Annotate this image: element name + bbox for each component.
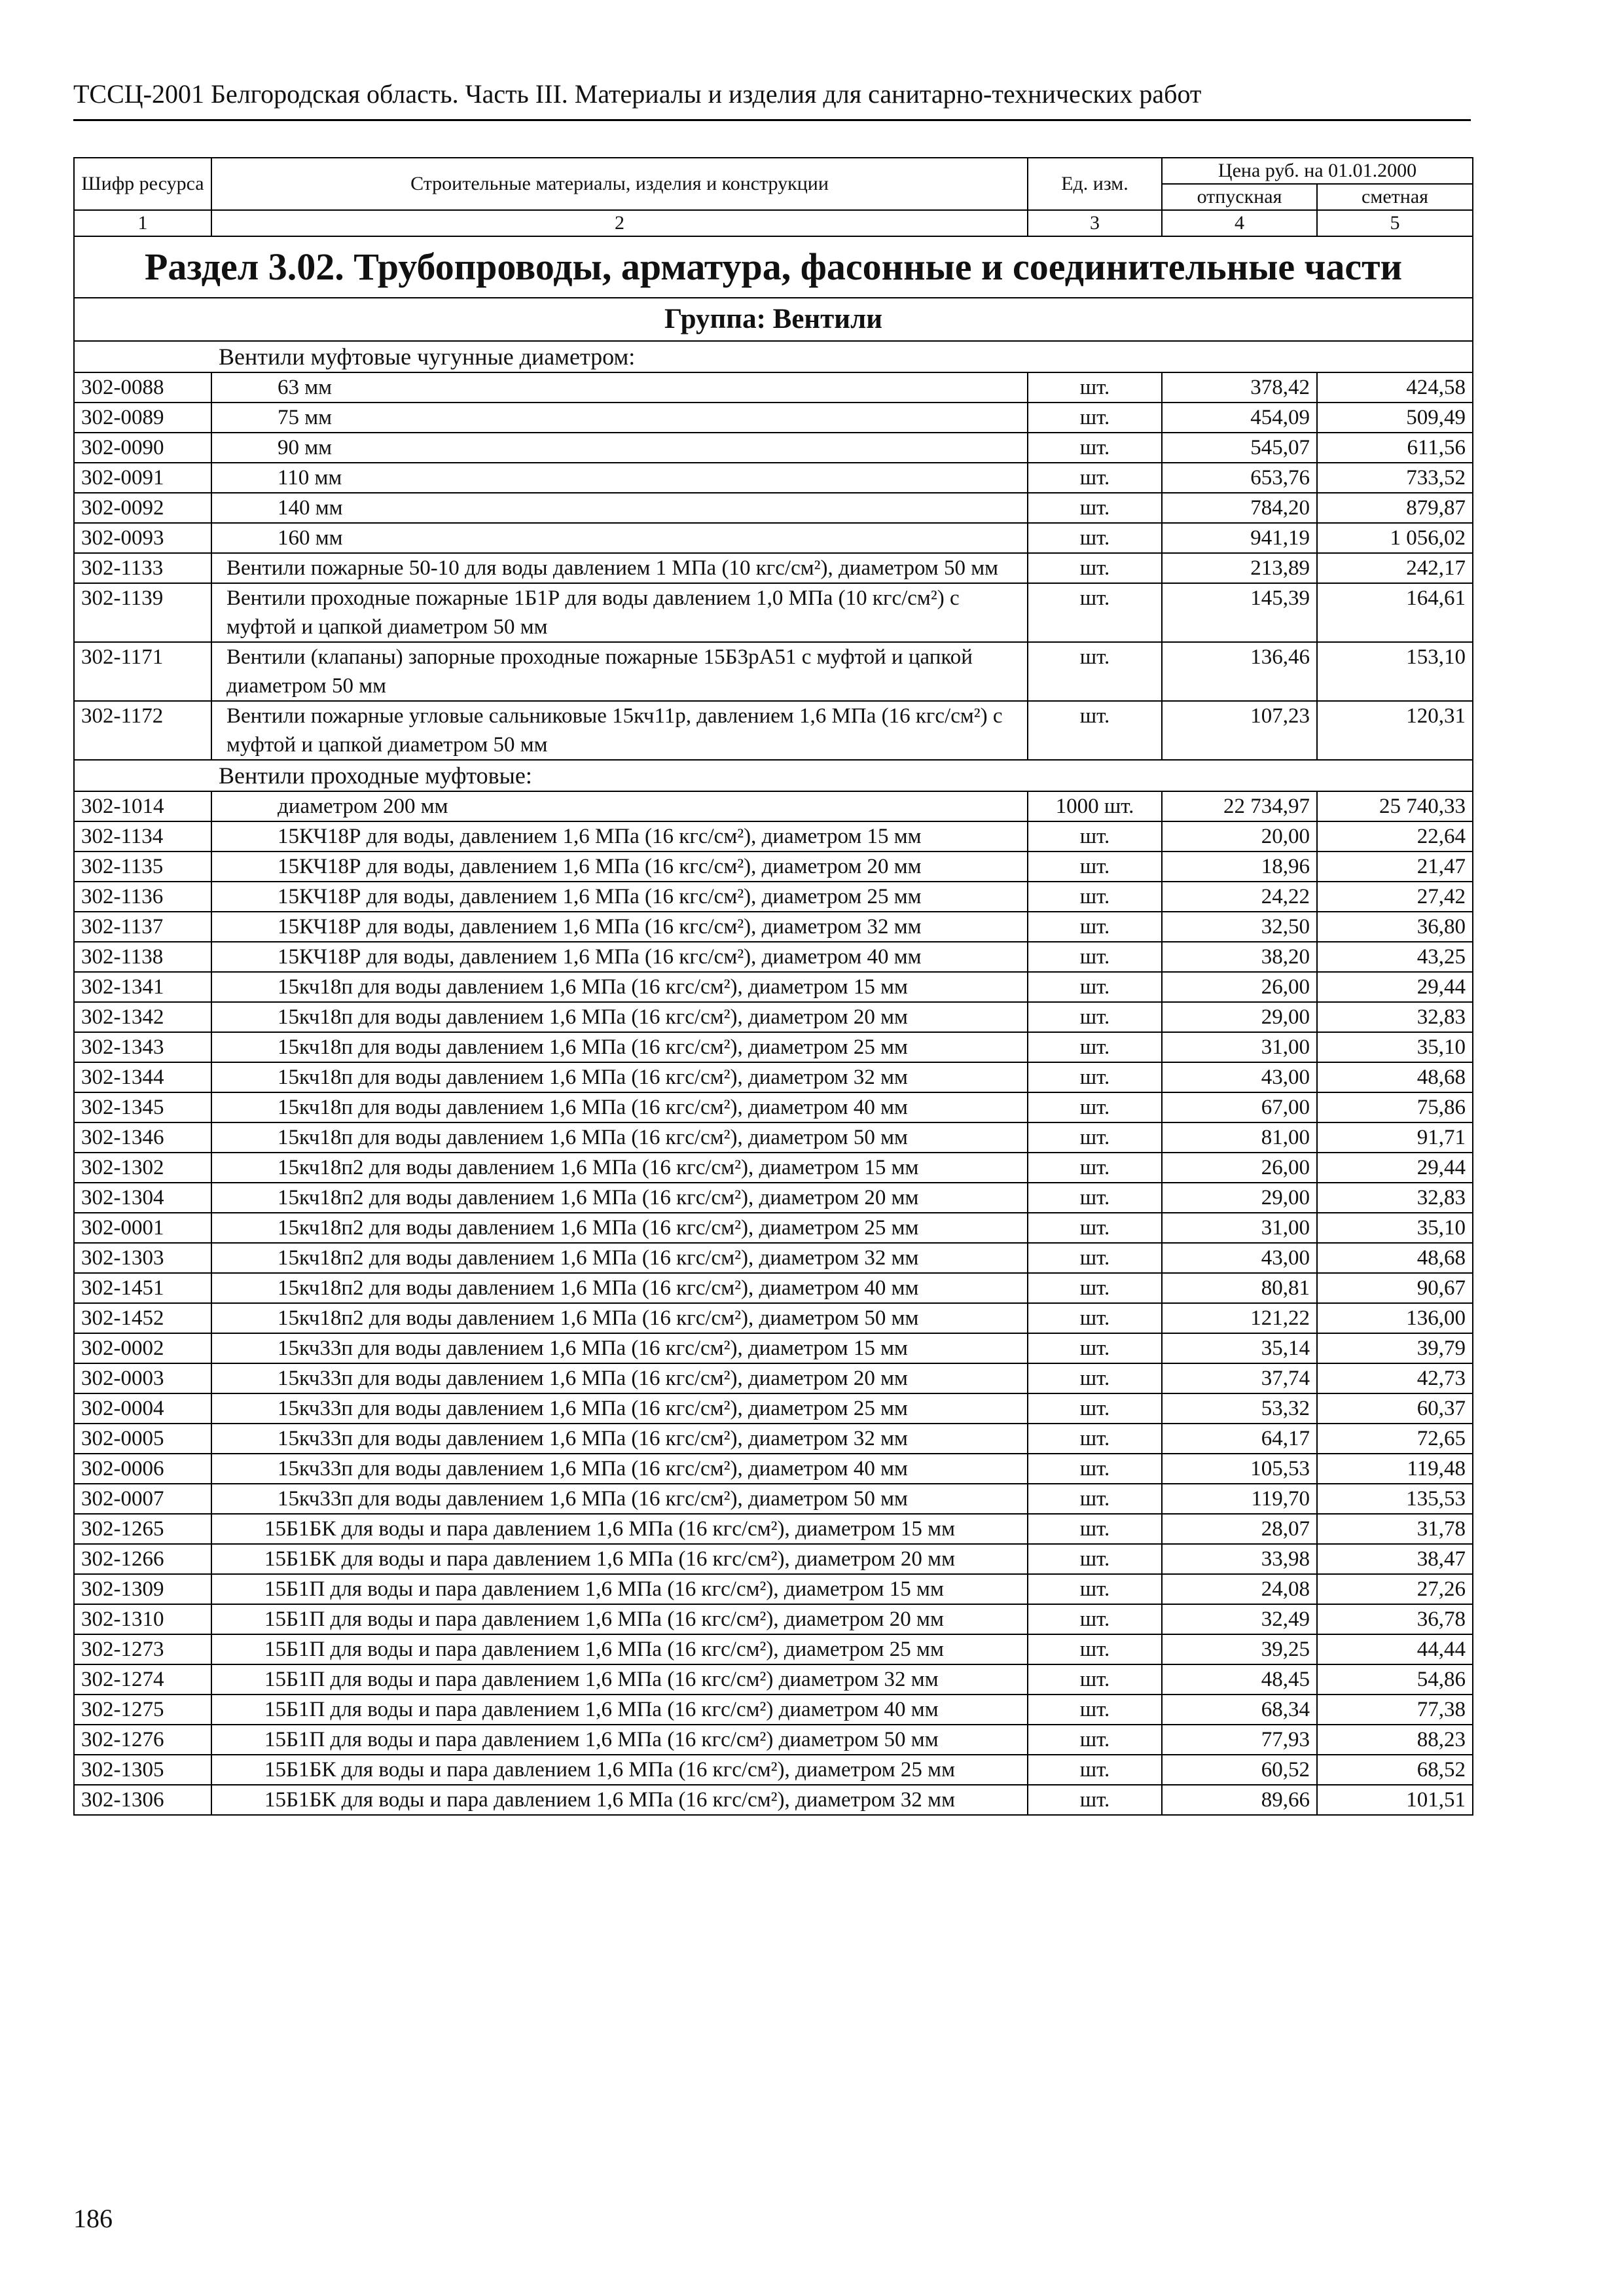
resource-code: 302-1274 [74,1664,211,1695]
unit-of-measure: шт. [1028,1183,1162,1213]
retail-price: 53,32 [1162,1393,1317,1424]
estimate-price: 90,67 [1317,1273,1473,1303]
unit-of-measure: шт. [1028,882,1162,912]
retail-price: 43,00 [1162,1062,1317,1092]
column-number: 2 [211,210,1028,236]
retail-price: 89,66 [1162,1785,1317,1815]
resource-code: 302-0006 [74,1454,211,1484]
retail-price: 35,14 [1162,1333,1317,1363]
material-name: 63 мм [211,372,1028,403]
retail-price: 28,07 [1162,1514,1317,1544]
estimate-price: 54,86 [1317,1664,1473,1695]
retail-price: 29,00 [1162,1183,1317,1213]
retail-price: 31,00 [1162,1213,1317,1243]
material-name: Вентили пожарные 50-10 для воды давлением 1 МПа (10 кгс/см²), диаметром 50 мм [211,553,1028,583]
table-row [74,1484,1473,1514]
retail-price: 26,00 [1162,972,1317,1002]
retail-price: 941,19 [1162,523,1317,553]
column-unit-header: Ед. изм. [1028,158,1162,210]
retail-price: 31,00 [1162,1032,1317,1062]
unit-of-measure: шт. [1028,1122,1162,1153]
table-row [74,1664,1473,1695]
table-row [74,912,1473,942]
table-row [74,1273,1473,1303]
estimate-price: 36,80 [1317,912,1473,942]
estimate-price: 611,56 [1317,433,1473,463]
unit-of-measure: шт. [1028,433,1162,463]
unit-of-measure: шт. [1028,1032,1162,1062]
estimate-price: 32,83 [1317,1002,1473,1032]
retail-price: 33,98 [1162,1544,1317,1574]
resource-code: 302-1342 [74,1002,211,1032]
retail-price: 32,50 [1162,912,1317,942]
estimate-price: 88,23 [1317,1725,1473,1755]
resource-code: 302-1014 [74,791,211,821]
estimate-price: 1 056,02 [1317,523,1473,553]
estimate-price: 32,83 [1317,1183,1473,1213]
column-estimate-header: сметная [1317,184,1473,210]
resource-code: 302-1138 [74,942,211,972]
estimate-price: 424,58 [1317,372,1473,403]
resource-code: 302-0093 [74,523,211,553]
table-row [74,523,1473,553]
retail-price: 107,23 [1162,701,1317,760]
table-row [74,553,1473,583]
column-code-header: Шифр ресурса [74,158,211,210]
table-row [74,583,1473,642]
group-title: Группа: Вентили [74,298,1473,341]
resource-code: 302-1309 [74,1574,211,1604]
table-row [74,882,1473,912]
resource-code: 302-1135 [74,852,211,882]
retail-price: 545,07 [1162,433,1317,463]
table-row [74,1393,1473,1424]
estimate-price: 27,26 [1317,1574,1473,1604]
resource-code: 302-1273 [74,1634,211,1664]
estimate-price: 44,44 [1317,1634,1473,1664]
resource-code: 302-0001 [74,1213,211,1243]
estimate-price: 242,17 [1317,553,1473,583]
table-row [74,1634,1473,1664]
material-name: 15кч18п для воды давлением 1,6 МПа (16 кгс/см²), диаметром 25 мм [211,1032,1028,1062]
unit-of-measure: шт. [1028,523,1162,553]
estimate-price: 119,48 [1317,1454,1473,1484]
resource-code: 302-0005 [74,1424,211,1454]
unit-of-measure: шт. [1028,1604,1162,1634]
material-name: 15КЧ18Р для воды, давлением 1,6 МПа (16 кгс/см²), диаметром 20 мм [211,852,1028,882]
column-number: 3 [1028,210,1162,236]
material-name: 15кч18п2 для воды давлением 1,6 МПа (16 кгс/см²), диаметром 32 мм [211,1243,1028,1273]
retail-price: 77,93 [1162,1725,1317,1755]
retail-price: 378,42 [1162,372,1317,403]
retail-price: 454,09 [1162,403,1317,433]
resource-code: 302-0091 [74,463,211,493]
unit-of-measure: шт. [1028,1393,1162,1424]
resource-code: 302-0003 [74,1363,211,1393]
resource-code: 302-1266 [74,1544,211,1574]
material-name: 15кч18п2 для воды давлением 1,6 МПа (16 кгс/см²), диаметром 50 мм [211,1303,1028,1333]
material-name: 15кч33п для воды давлением 1,6 МПа (16 кгс/см²), диаметром 32 мм [211,1424,1028,1454]
unit-of-measure: шт. [1028,1725,1162,1755]
resource-code: 302-1452 [74,1303,211,1333]
estimate-price: 35,10 [1317,1032,1473,1062]
resource-code: 302-1304 [74,1183,211,1213]
table-row [74,1213,1473,1243]
unit-of-measure: шт. [1028,1454,1162,1484]
retail-price: 213,89 [1162,553,1317,583]
resource-code: 302-1344 [74,1062,211,1092]
table-row [74,642,1473,701]
material-name: 15кч33п для воды давлением 1,6 МПа (16 кгс/см²), диаметром 20 мм [211,1363,1028,1393]
table-row [74,1725,1473,1755]
unit-of-measure: шт. [1028,1424,1162,1454]
retail-price: 105,53 [1162,1454,1317,1484]
material-name: 15Б1П для воды и пара давлением 1,6 МПа (16 кгс/см²), диаметром 20 мм [211,1604,1028,1634]
material-name: 15КЧ18Р для воды, давлением 1,6 МПа (16 кгс/см²), диаметром 15 мм [211,821,1028,852]
table-row [74,1785,1473,1815]
table-row [74,1303,1473,1333]
retail-price: 39,25 [1162,1634,1317,1664]
unit-of-measure: шт. [1028,403,1162,433]
unit-of-measure: шт. [1028,912,1162,942]
material-name: 15кч18п для воды давлением 1,6 МПа (16 кгс/см²), диаметром 32 мм [211,1062,1028,1092]
retail-price: 60,52 [1162,1755,1317,1785]
retail-price: 38,20 [1162,942,1317,972]
unit-of-measure: шт. [1028,1153,1162,1183]
estimate-price: 509,49 [1317,403,1473,433]
column-number: 5 [1317,210,1473,236]
resource-code: 302-1171 [74,642,211,701]
unit-of-measure: шт. [1028,942,1162,972]
estimate-price: 35,10 [1317,1213,1473,1243]
unit-of-measure: шт. [1028,583,1162,642]
material-name: 15Б1БК для воды и пара давлением 1,6 МПа (16 кгс/см²), диаметром 20 мм [211,1544,1028,1574]
unit-of-measure: шт. [1028,553,1162,583]
resource-code: 302-1133 [74,553,211,583]
resource-code: 302-1305 [74,1755,211,1785]
resource-code: 302-0089 [74,403,211,433]
table-row [74,1424,1473,1454]
table-row [74,701,1473,760]
unit-of-measure: шт. [1028,1002,1162,1032]
resource-code: 302-1276 [74,1725,211,1755]
material-name: 15кч33п для воды давлением 1,6 МПа (16 кгс/см²), диаметром 50 мм [211,1484,1028,1514]
estimate-price: 27,42 [1317,882,1473,912]
retail-price: 67,00 [1162,1092,1317,1122]
unit-of-measure: шт. [1028,1634,1162,1664]
estimate-price: 879,87 [1317,493,1473,523]
table-row [74,1574,1473,1604]
table-row [74,1755,1473,1785]
resource-code: 302-0090 [74,433,211,463]
retail-price: 64,17 [1162,1424,1317,1454]
retail-price: 81,00 [1162,1122,1317,1153]
material-name: Вентили пожарные угловые сальниковые 15кч11р, давлением 1,6 МПа (16 кгс/см²) с муфтой и цапкой диаметром 50 мм [211,701,1028,760]
resource-code: 302-1346 [74,1122,211,1153]
estimate-price: 136,00 [1317,1303,1473,1333]
retail-price: 784,20 [1162,493,1317,523]
estimate-price: 43,25 [1317,942,1473,972]
material-name: 15кч18п для воды давлением 1,6 МПа (16 кгс/см²), диаметром 15 мм [211,972,1028,1002]
retail-price: 29,00 [1162,1002,1317,1032]
material-name: 15Б1П для воды и пара давлением 1,6 МПа (16 кгс/см²) диаметром 50 мм [211,1725,1028,1755]
estimate-price: 42,73 [1317,1363,1473,1393]
material-name: 15КЧ18Р для воды, давлением 1,6 МПа (16 кгс/см²), диаметром 32 мм [211,912,1028,942]
retail-price: 37,74 [1162,1363,1317,1393]
unit-of-measure: шт. [1028,463,1162,493]
estimate-price: 31,78 [1317,1514,1473,1544]
resource-code: 302-1134 [74,821,211,852]
resource-code: 302-1275 [74,1695,211,1725]
estimate-price: 72,65 [1317,1424,1473,1454]
estimate-price: 120,31 [1317,701,1473,760]
table-row [74,1604,1473,1634]
table-row [74,1032,1473,1062]
material-name: 15Б1БК для воды и пара давлением 1,6 МПа (16 кгс/см²), диаметром 25 мм [211,1755,1028,1785]
estimate-price: 153,10 [1317,642,1473,701]
resource-code: 302-1172 [74,701,211,760]
material-name: 15Б1П для воды и пара давлением 1,6 МПа (16 кгс/см²), диаметром 25 мм [211,1634,1028,1664]
retail-price: 653,76 [1162,463,1317,493]
resource-code: 302-1451 [74,1273,211,1303]
table-row [74,1333,1473,1363]
material-name: 15Б1П для воды и пара давлением 1,6 МПа (16 кгс/см²) диаметром 40 мм [211,1695,1028,1725]
material-name: 15кч18п для воды давлением 1,6 МПа (16 кгс/см²), диаметром 20 мм [211,1002,1028,1032]
unit-of-measure: шт. [1028,852,1162,882]
retail-price: 26,00 [1162,1153,1317,1183]
estimate-price: 48,68 [1317,1062,1473,1092]
table-row [74,972,1473,1002]
subgroup-title: Вентили проходные муфтовые: [74,760,1473,791]
resource-code: 302-1343 [74,1032,211,1062]
table-row [74,1243,1473,1273]
unit-of-measure: шт. [1028,1303,1162,1333]
resource-code: 302-1310 [74,1604,211,1634]
retail-price: 68,34 [1162,1695,1317,1725]
estimate-price: 135,53 [1317,1484,1473,1514]
estimate-price: 68,52 [1317,1755,1473,1785]
unit-of-measure: шт. [1028,1333,1162,1363]
material-name: 15кч18п2 для воды давлением 1,6 МПа (16 кгс/см²), диаметром 20 мм [211,1183,1028,1213]
estimate-price: 77,38 [1317,1695,1473,1725]
retail-price: 121,22 [1162,1303,1317,1333]
column-number-row [74,210,1473,236]
estimate-price: 22,64 [1317,821,1473,852]
material-name: Вентили (клапаны) запорные проходные пожарные 15Б3рА51 с муфтой и цапкой диаметром 50 мм [211,642,1028,701]
table-row [74,1183,1473,1213]
estimate-price: 101,51 [1317,1785,1473,1815]
unit-of-measure: шт. [1028,1243,1162,1273]
table-row [74,1153,1473,1183]
material-name: 75 мм [211,403,1028,433]
unit-of-measure: шт. [1028,1755,1162,1785]
page-header: ТССЦ-2001 Белгородская область. Часть III. Материалы и изделия для санитарно-технических работ [73,79,1471,121]
retail-price: 24,22 [1162,882,1317,912]
column-number: 1 [74,210,211,236]
unit-of-measure: шт. [1028,1574,1162,1604]
subgroup-title: Вентили муфтовые чугунные диаметром: [74,341,1473,372]
table-row [74,1544,1473,1574]
table-row [74,1695,1473,1725]
table-row [74,433,1473,463]
resource-code: 302-0002 [74,1333,211,1363]
estimate-price: 733,52 [1317,463,1473,493]
resource-code: 302-1306 [74,1785,211,1815]
table-row [74,821,1473,852]
resource-code: 302-1302 [74,1153,211,1183]
section-title: Раздел 3.02. Трубопроводы, арматура, фасонные и соединительные части [74,236,1473,298]
column-price-header: Цена руб. на 01.01.2000 [1162,158,1473,184]
material-name: 15кч18п2 для воды давлением 1,6 МПа (16 кгс/см²), диаметром 15 мм [211,1153,1028,1183]
material-name: 140 мм [211,493,1028,523]
estimate-price: 36,78 [1317,1604,1473,1634]
retail-price: 43,00 [1162,1243,1317,1273]
material-name: 15Б1П для воды и пара давлением 1,6 МПа (16 кгс/см²) диаметром 32 мм [211,1664,1028,1695]
column-retail-header: отпускная [1162,184,1317,210]
table-row [74,403,1473,433]
unit-of-measure: шт. [1028,1664,1162,1695]
unit-of-measure: шт. [1028,1514,1162,1544]
retail-price: 24,08 [1162,1574,1317,1604]
retail-price: 20,00 [1162,821,1317,852]
material-name: 15кч33п для воды давлением 1,6 МПа (16 кгс/см²), диаметром 40 мм [211,1454,1028,1484]
subgroup-row [74,341,1473,372]
table-row [74,942,1473,972]
section-title-row [74,236,1473,298]
unit-of-measure: шт. [1028,1092,1162,1122]
retail-price: 18,96 [1162,852,1317,882]
table-row [74,1002,1473,1032]
estimate-price: 75,86 [1317,1092,1473,1122]
resource-code: 302-0088 [74,372,211,403]
page-number: 186 [73,2204,113,2233]
material-name: 15Б1БК для воды и пара давлением 1,6 МПа (16 кгс/см²), диаметром 15 мм [211,1514,1028,1544]
unit-of-measure: шт. [1028,1062,1162,1092]
unit-of-measure: шт. [1028,1484,1162,1514]
estimate-price: 29,44 [1317,972,1473,1002]
unit-of-measure: шт. [1028,1695,1162,1725]
unit-of-measure: шт. [1028,1213,1162,1243]
table-header-row [74,158,1473,184]
material-name: 15КЧ18Р для воды, давлением 1,6 МПа (16 кгс/см²), диаметром 40 мм [211,942,1028,972]
estimate-price: 21,47 [1317,852,1473,882]
estimate-price: 29,44 [1317,1153,1473,1183]
estimate-price: 91,71 [1317,1122,1473,1153]
column-name-header: Строительные материалы, изделия и конструкции [211,158,1028,210]
material-name: 15кч33п для воды давлением 1,6 МПа (16 кгс/см²), диаметром 15 мм [211,1333,1028,1363]
unit-of-measure: шт. [1028,701,1162,760]
material-name: 15кч33п для воды давлением 1,6 МПа (16 кгс/см²), диаметром 25 мм [211,1393,1028,1424]
resource-code: 302-0092 [74,493,211,523]
unit-of-measure: шт. [1028,372,1162,403]
column-number: 4 [1162,210,1317,236]
material-name: 110 мм [211,463,1028,493]
resource-code: 302-1136 [74,882,211,912]
unit-of-measure: шт. [1028,821,1162,852]
retail-price: 48,45 [1162,1664,1317,1695]
estimate-price: 164,61 [1317,583,1473,642]
resource-code: 302-0007 [74,1484,211,1514]
material-name: 90 мм [211,433,1028,463]
table-row [74,1363,1473,1393]
table-row [74,372,1473,403]
estimate-price: 39,79 [1317,1333,1473,1363]
material-name: 15Б1БК для воды и пара давлением 1,6 МПа (16 кгс/см²), диаметром 32 мм [211,1785,1028,1815]
unit-of-measure: шт. [1028,972,1162,1002]
material-name: 15КЧ18Р для воды, давлением 1,6 МПа (16 кгс/см²), диаметром 25 мм [211,882,1028,912]
table-row [74,1062,1473,1092]
resource-code: 302-1137 [74,912,211,942]
material-name: диаметром 200 мм [211,791,1028,821]
table-row [74,1514,1473,1544]
table-row [74,1454,1473,1484]
material-name: 15кч18п2 для воды давлением 1,6 МПа (16 кгс/см²), диаметром 40 мм [211,1273,1028,1303]
unit-of-measure: шт. [1028,1273,1162,1303]
material-name: 15Б1П для воды и пара давлением 1,6 МПа (16 кгс/см²), диаметром 15 мм [211,1574,1028,1604]
resource-code: 302-1139 [74,583,211,642]
resource-code: 302-1345 [74,1092,211,1122]
resource-code: 302-1341 [74,972,211,1002]
table-row [74,463,1473,493]
material-name: 15кч18п2 для воды давлением 1,6 МПа (16 кгс/см²), диаметром 25 мм [211,1213,1028,1243]
price-table [73,157,1473,1816]
retail-price: 22 734,97 [1162,791,1317,821]
estimate-price: 38,47 [1317,1544,1473,1574]
resource-code: 302-0004 [74,1393,211,1424]
unit-of-measure: шт. [1028,642,1162,701]
retail-price: 136,46 [1162,642,1317,701]
group-title-row [74,298,1473,341]
unit-of-measure: 1000 шт. [1028,791,1162,821]
resource-code: 302-1303 [74,1243,211,1273]
retail-price: 119,70 [1162,1484,1317,1514]
estimate-price: 60,37 [1317,1393,1473,1424]
unit-of-measure: шт. [1028,1544,1162,1574]
retail-price: 145,39 [1162,583,1317,642]
unit-of-measure: шт. [1028,1363,1162,1393]
unit-of-measure: шт. [1028,493,1162,523]
material-name: 160 мм [211,523,1028,553]
table-row [74,1092,1473,1122]
material-name: 15кч18п для воды давлением 1,6 МПа (16 кгс/см²), диаметром 50 мм [211,1122,1028,1153]
table-row [74,1122,1473,1153]
retail-price: 32,49 [1162,1604,1317,1634]
material-name: 15кч18п для воды давлением 1,6 МПа (16 кгс/см²), диаметром 40 мм [211,1092,1028,1122]
estimate-price: 48,68 [1317,1243,1473,1273]
material-name: Вентили проходные пожарные 1Б1Р для воды давлением 1,0 МПа (10 кгс/см²) с муфтой и цапкой диаметром 50 мм [211,583,1028,642]
subgroup-row [74,760,1473,791]
unit-of-measure: шт. [1028,1785,1162,1815]
estimate-price: 25 740,33 [1317,791,1473,821]
resource-code: 302-1265 [74,1514,211,1544]
table-row [74,791,1473,821]
table-row [74,852,1473,882]
table-row [74,493,1473,523]
retail-price: 80,81 [1162,1273,1317,1303]
